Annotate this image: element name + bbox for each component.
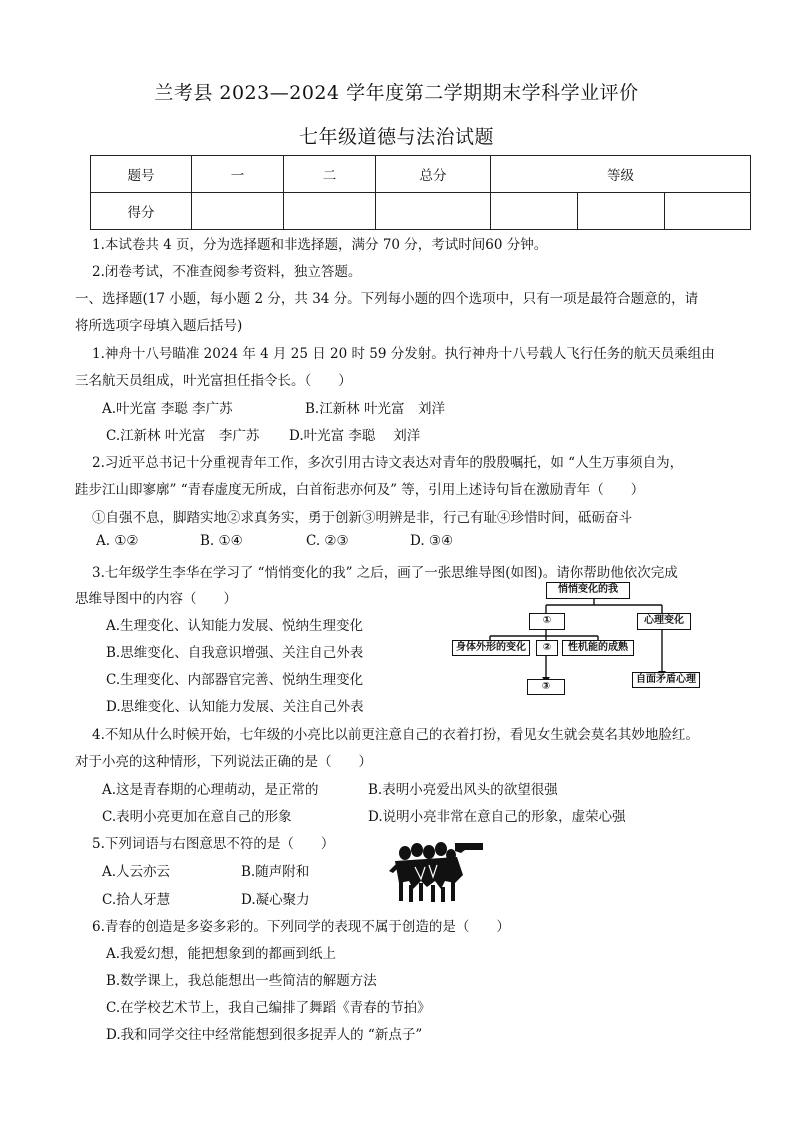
q6-option-c: C.在学校艺术节上，我自己编排了舞蹈《青春的节拍》 (106, 1000, 431, 1016)
exam-title: 兰考县 2023—2024 学年度第二学期期末学科学业评价 (154, 82, 639, 104)
score-cell[interactable] (665, 193, 751, 230)
score-table (90, 155, 751, 230)
q2-stem-line1: 2.习近平总书记十分重视青年工作，多次引用古诗文表达对青年的殷殷嘱托，如 “人生万事须自为， (92, 455, 684, 471)
q3-stem-line1: 3.七年级学生李华在学习了 “悄悄变化的我” 之后，画了一张思维导图(如图)。请你帮助他依次完成 (92, 565, 678, 581)
mind-map-sex: 性机能的成熟 (562, 640, 634, 656)
mind-map-blank-3: ③ (527, 679, 565, 695)
score-cell[interactable] (578, 193, 665, 230)
q5-stem: 5.下列词语与右图意思不符的是（ ） (92, 836, 335, 852)
score-cell[interactable] (376, 193, 491, 230)
q2-stem-line2: 跬步江山即寥廓” “青春虚度无所成，白首衔悲亦何及” 等，引用上述诗句旨在激励青年（ ） (75, 482, 645, 498)
score-table-header-cell: 题号 (91, 156, 192, 193)
q3-option-a: A.生理变化、认知能力发展、悦纳生理变化 (106, 618, 364, 634)
mind-map-root: 悄悄变化的我 (546, 582, 630, 599)
score-table-header-cell: 一 (192, 156, 284, 193)
q5-option-a: A.人云亦云 (102, 864, 171, 880)
q5-option-c: C.拾人牙慧 (102, 892, 171, 908)
mind-map-body: 身体外形的变化 (452, 640, 530, 656)
q4-option-b: B.表明小亮爱出风头的欲望很强 (368, 782, 558, 798)
q6-option-a: A.我爱幻想，能把想象到的都画到纸上 (106, 946, 337, 962)
section-heading-line2: 将所选项字母填入题后括号) (75, 318, 243, 334)
q6-option-b: B.数学课上，我总能想出一些简洁的解题方法 (106, 973, 377, 989)
q4-option-a: A.这是青春期的心理萌动，是正常的 (102, 782, 319, 798)
q6-stem: 6.青春的创造是多姿多彩的。下列同学的表现不属于创造的是（ ） (92, 919, 510, 935)
score-table-header-cell: 二 (284, 156, 376, 193)
q1-option-d: D.叶光富 李聪 刘洋 (289, 428, 421, 444)
mind-map-blank-2: ② (536, 640, 558, 656)
q2-option-c: C. ②③ (306, 533, 349, 549)
q1-stem-line1: 1.神舟十八号瞄准 2024 年 4 月 25 日 20 时 59 分发射。执行神舟十八号载人飞行任务的航天员乘组由 (92, 346, 715, 362)
q5-option-d: D.凝心聚力 (241, 892, 310, 908)
instruction-2: 2.闭卷考试，不准查阅参考资料，独立答题。 (92, 264, 362, 280)
q2-option-a: A. ①② (96, 533, 139, 549)
q2-option-b: B. ①④ (200, 533, 243, 549)
mind-map-blank-1: ① (529, 613, 565, 630)
q4-option-d: D.说明小亮非常在意自己的形象，虚荣心强 (368, 809, 626, 825)
score-cell[interactable] (192, 193, 284, 230)
q2-option-d: D. ③④ (410, 533, 454, 549)
score-cell[interactable] (491, 193, 578, 230)
q6-option-d: D.我和同学交往中经常能想到很多捉弄人的 “新点子” (106, 1027, 423, 1043)
mind-map-psych: 心理变化 (637, 613, 691, 630)
instruction-1: 1.本试卷共 4 页，分为选择题和非选择题，满分 70 分，考试时间60 分钟。 (92, 237, 548, 253)
exam-subtitle: 七年级道德与法治试题 (298, 126, 494, 148)
q4-stem-line2: 对于小亮的这种情形，下列说法正确的是（ ） (75, 754, 372, 770)
q3-option-d: D.思维变化、认知能力发展、关注自己外表 (106, 699, 364, 715)
mind-map-conflict: 自面矛盾心理 (632, 672, 700, 688)
score-table-header-cell: 总分 (376, 156, 491, 193)
score-table-row-label: 得分 (91, 193, 192, 230)
q3-option-c: C.生理变化、内部器官完善、悦纳生理变化 (106, 672, 364, 688)
crowd-following-illustration (385, 841, 485, 903)
score-cell[interactable] (284, 193, 376, 230)
q3-stem-line2: 思维导图中的内容（ ） (75, 591, 237, 607)
score-table-header-cell: 等级 (491, 156, 751, 193)
q1-stem-line2: 三名航天员组成，叶光富担任指令长。（ ） (75, 373, 352, 389)
q5-option-b: B.随声附和 (241, 864, 310, 880)
q4-stem-line1: 4.不知从什么时候开始，七年级的小亮比以前更注意自己的衣着打扮，看见女生就会莫名其妙地脸红。 (92, 727, 699, 743)
q2-stem-line3: ①自强不息，脚踏实地②求真务实，勇于创新③明辨是非，行己有耻④珍惜时间，砥砺奋斗 (92, 510, 632, 526)
q1-option-c: C.江新林 叶光富 李广苏 (106, 428, 260, 444)
q1-option-b: B.江新林 叶光富 刘洋 (305, 401, 446, 417)
q3-option-b: B.思维变化、自我意识增强、关注自己外表 (106, 645, 364, 661)
q1-option-a: A.叶光富 李聪 李广苏 (102, 401, 233, 417)
section-heading-line1: 一、选择题(17 小题，每小题 2 分，共 34 分。下列每小题的四个选项中，只有一项是最符合题意的，请 (75, 291, 699, 307)
q4-option-c: C.表明小亮更加在意自己的形象 (102, 809, 292, 825)
